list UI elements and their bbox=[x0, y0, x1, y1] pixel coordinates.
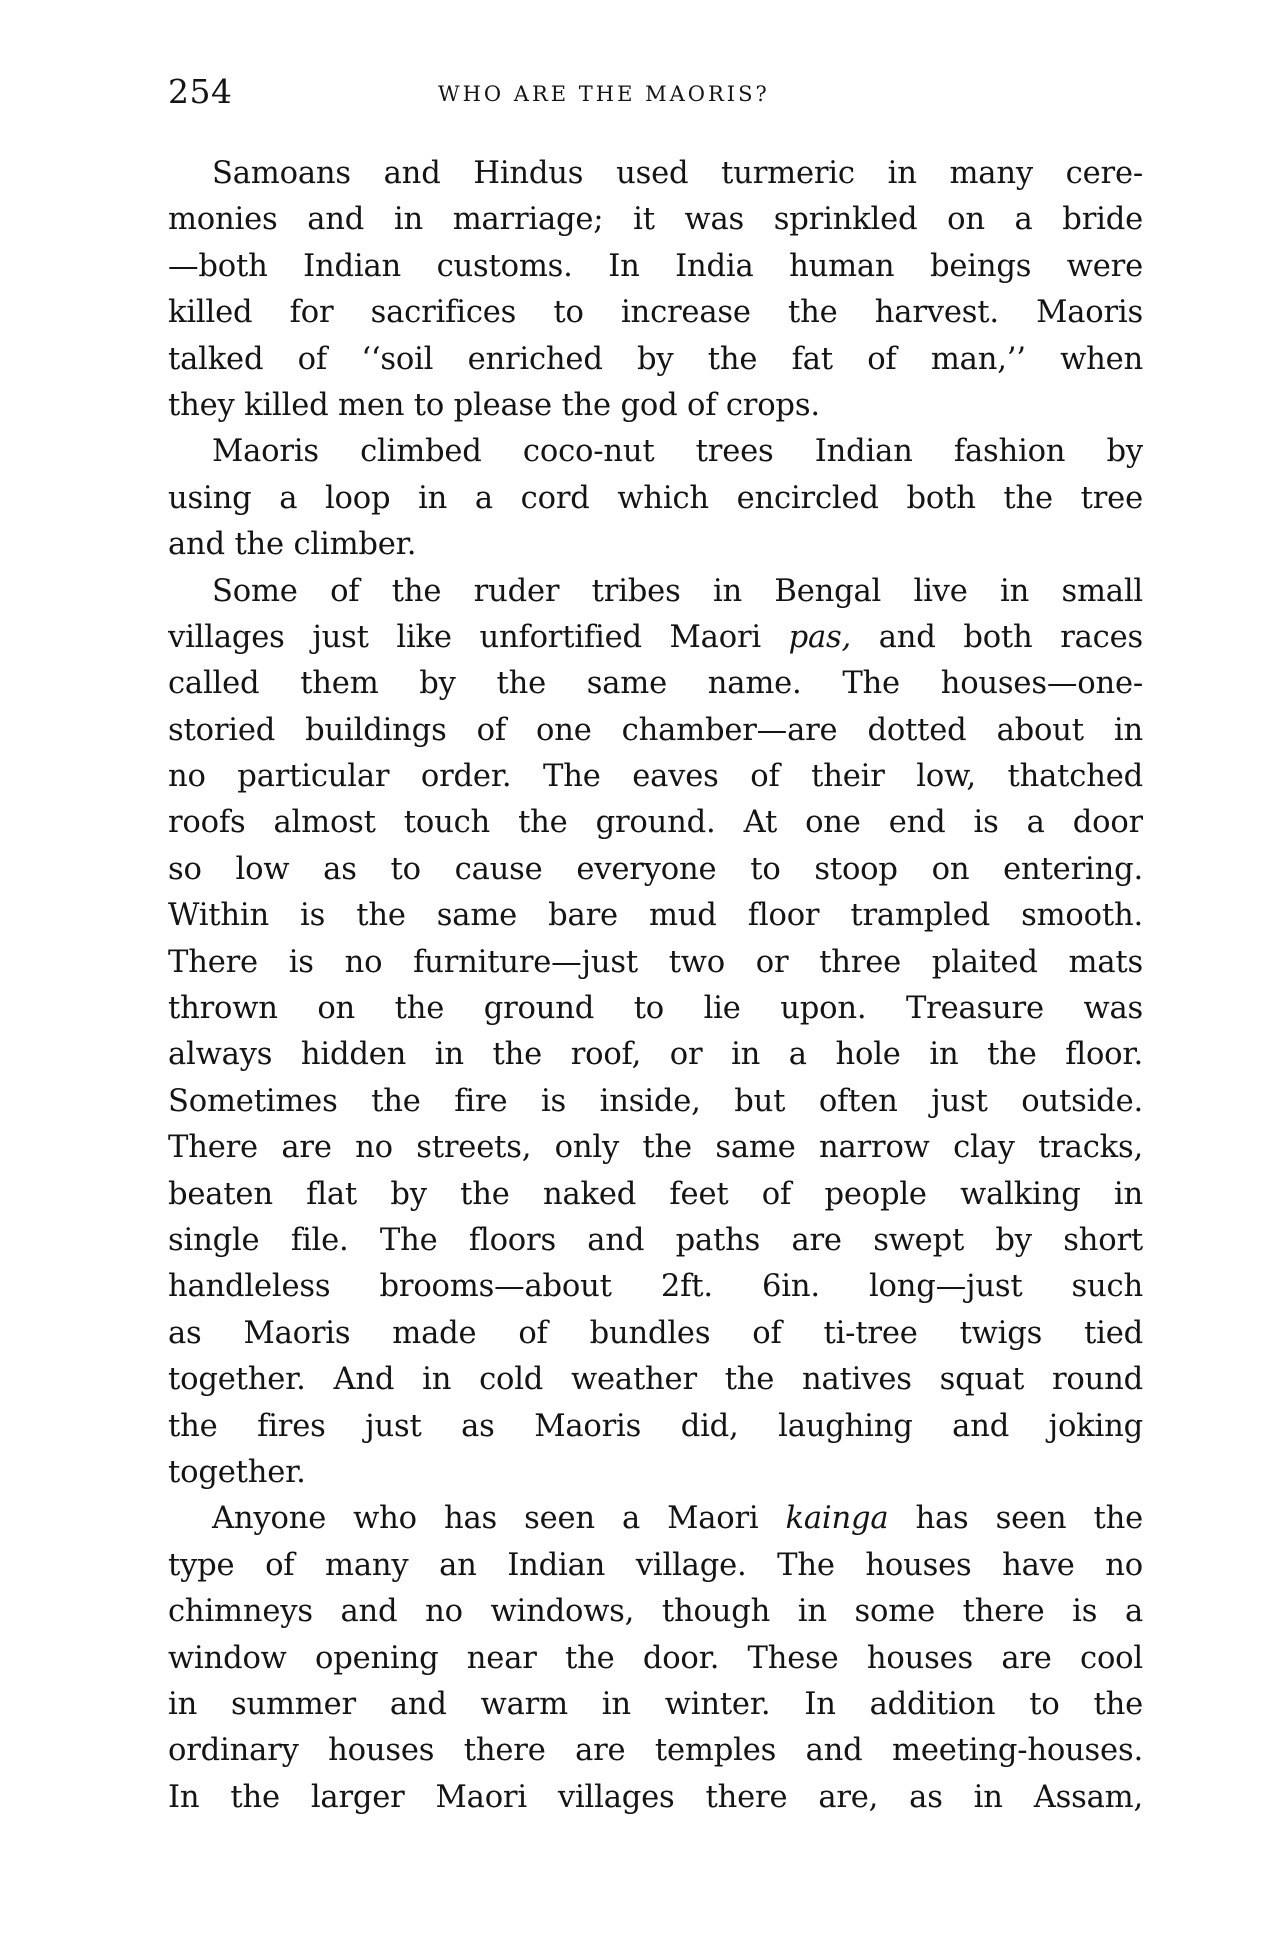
text-line: There are no streets, only the same narrow clay tracks, bbox=[168, 1130, 1143, 1166]
text-line: In the larger Maori villages there are, as in Assam, bbox=[168, 1779, 1143, 1815]
text-line: no particular order. The eaves of their low, thatched bbox=[168, 759, 1143, 795]
text-line: beaten flat by the naked feet of people walking in bbox=[168, 1176, 1143, 1212]
text-line: chimneys and no windows, though in some there is a bbox=[168, 1594, 1143, 1630]
text-line: Some of the ruder tribes in Bengal live in small bbox=[212, 573, 1143, 609]
text-line: monies and in marriage; it was sprinkled on a bride bbox=[168, 202, 1143, 238]
text-line: using a loop in a cord which encircled both the tree bbox=[168, 480, 1143, 516]
text-line: and the climber. bbox=[168, 527, 417, 563]
page-number: 254 bbox=[168, 72, 233, 111]
text-run: has seen the bbox=[888, 1501, 1143, 1537]
text-line: as Maoris made of bundles of ti-tree twigs tied bbox=[168, 1315, 1143, 1351]
text-line: killed for sacrifices to increase the harvest. Maoris bbox=[168, 295, 1143, 331]
text-line: —both Indian customs. In India human beings were bbox=[168, 248, 1143, 284]
text-line: always hidden in the roof, or in a hole in the floor. bbox=[168, 1037, 1143, 1073]
text-line: single file. The floors and paths are swept by short bbox=[168, 1222, 1143, 1258]
text-line: roofs almost touch the ground. At one end is a door bbox=[168, 805, 1143, 841]
text-line: Sometimes the fire is inside, but often just outside. bbox=[168, 1083, 1143, 1119]
text-line: type of many an Indian village. The houses have no bbox=[168, 1547, 1143, 1583]
text-run: and both races bbox=[851, 619, 1143, 655]
text-line: together. And in cold weather the natives squat round bbox=[168, 1362, 1143, 1398]
text-line: they killed men to please the god of crops. bbox=[168, 387, 820, 423]
body-text bbox=[168, 151, 1143, 1821]
italic-term: pas, bbox=[788, 619, 852, 655]
paragraph bbox=[168, 429, 1143, 568]
text-line bbox=[168, 615, 1143, 661]
text-line: storied buildings of one chamber—are dotted about in bbox=[168, 712, 1143, 748]
text-run: Anyone who has seen a Maori bbox=[212, 1501, 786, 1537]
text-line: in summer and warm in winter. In addition to the bbox=[168, 1686, 1143, 1722]
text-line: talked of ‘‘soil enriched by the fat of man,’’ when bbox=[168, 341, 1143, 377]
text-line: handleless brooms—about 2ft. 6in. long—just such bbox=[168, 1269, 1143, 1305]
text-line: ordinary houses there are temples and meeting-houses. bbox=[168, 1733, 1143, 1769]
text-line: so low as to cause everyone to stoop on entering. bbox=[168, 851, 1143, 887]
italic-term: kainga bbox=[785, 1501, 889, 1537]
running-head bbox=[168, 72, 1148, 122]
text-run: villages just like unfortified Maori bbox=[168, 619, 789, 655]
text-line: called them by the same name. The houses—one- bbox=[168, 666, 1143, 702]
text-line: Samoans and Hindus used turmeric in many cere- bbox=[212, 156, 1143, 191]
paragraph bbox=[168, 151, 1143, 429]
paragraph bbox=[168, 569, 1143, 1497]
text-line: window opening near the door. These houses are cool bbox=[168, 1640, 1143, 1676]
text-line: Within is the same bare mud floor trampled smooth. bbox=[168, 898, 1143, 934]
text-line bbox=[168, 1496, 1143, 1542]
text-line: thrown on the ground to lie upon. Treasure was bbox=[168, 991, 1143, 1027]
text-line: the fires just as Maoris did, laughing and joking bbox=[168, 1408, 1143, 1444]
text-line: Maoris climbed coco-nut trees Indian fashion by bbox=[212, 434, 1143, 470]
text-line: There is no furniture—just two or three plaited mats bbox=[168, 944, 1143, 980]
running-title: WHO ARE THE MAORIS? bbox=[438, 82, 770, 106]
paragraph bbox=[168, 1496, 1143, 1821]
text-line: together. bbox=[168, 1454, 306, 1490]
